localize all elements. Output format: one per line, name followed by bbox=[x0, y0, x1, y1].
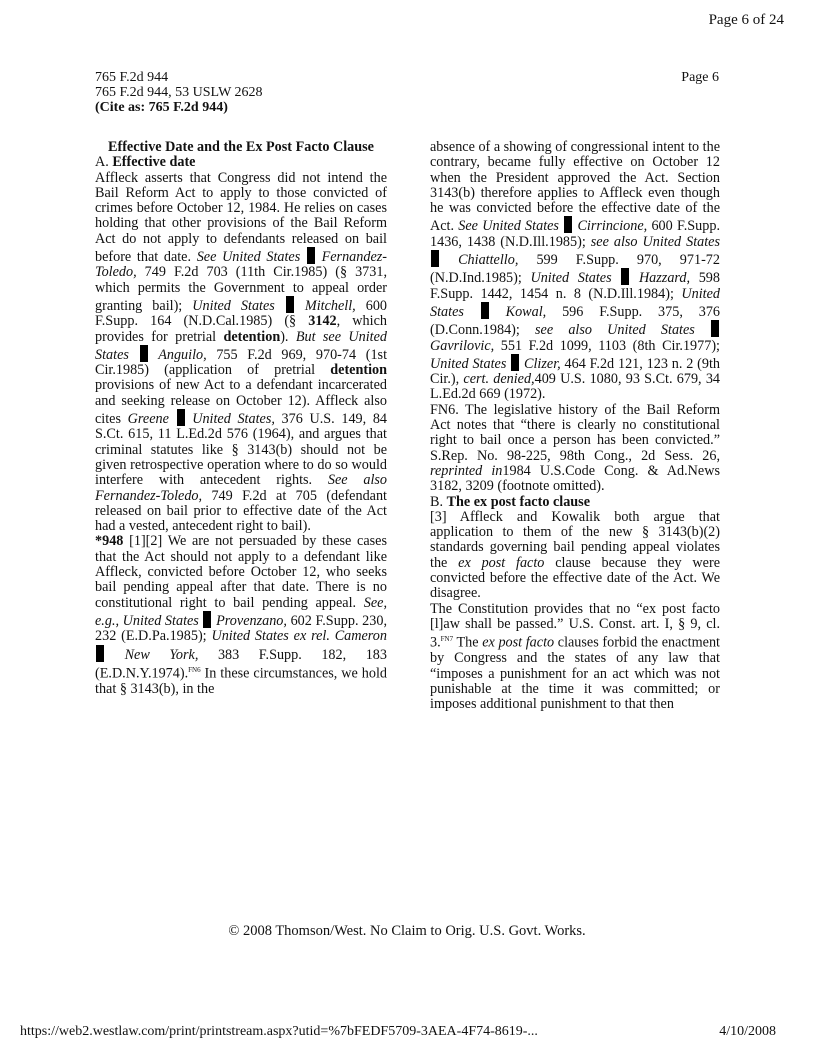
redaction-mark bbox=[711, 320, 719, 337]
case-link[interactable]: Chiattello, bbox=[458, 252, 519, 269]
left-column bbox=[95, 140, 387, 697]
case-link[interactable]: Mitchell, bbox=[304, 297, 356, 314]
redaction-mark bbox=[96, 645, 104, 662]
case-link[interactable]: Anguilo, bbox=[158, 346, 207, 363]
case-link[interactable]: United States bbox=[430, 285, 720, 320]
redaction-mark bbox=[621, 268, 629, 285]
case-link[interactable]: United States bbox=[192, 297, 275, 314]
redaction-mark bbox=[140, 345, 148, 362]
case-link[interactable]: See United States bbox=[458, 218, 559, 235]
section-heading: Effective Date and the Ex Post Facto Clause bbox=[108, 139, 374, 155]
redaction-mark bbox=[203, 611, 211, 628]
paragraph: [3] Affleck and Kowalik both argue that application to them of the new § 3143(b)(2) standards governing bail pending appeal violates the ex post facto clause because they were convicted before the effective date of the Act. We disagree. bbox=[430, 508, 720, 602]
citation-block bbox=[95, 70, 263, 115]
case-link[interactable]: Greene bbox=[127, 411, 169, 428]
right-column bbox=[430, 140, 720, 712]
case-link[interactable]: Cirrincione, bbox=[577, 218, 648, 235]
case-link[interactable]: Provenzano, bbox=[216, 612, 287, 629]
case-link[interactable]: Clizer, bbox=[524, 355, 561, 372]
term-highlight: detention bbox=[330, 362, 387, 379]
case-link[interactable]: See also Fernandez-Toledo, bbox=[95, 472, 388, 504]
statute-link[interactable]: 3142 bbox=[308, 313, 337, 330]
citation-line: 765 F.2d 944 bbox=[95, 70, 169, 85]
print-date: 4/10/2008 bbox=[719, 1024, 776, 1039]
case-link[interactable]: United States bbox=[530, 270, 612, 287]
footnote-ref[interactable]: FN6 bbox=[188, 665, 201, 674]
case-link[interactable]: cert. denied, bbox=[463, 371, 535, 388]
case-link[interactable]: Gavrilovic, bbox=[430, 337, 495, 354]
case-link[interactable]: See United States bbox=[196, 249, 301, 266]
subheading-effective-date: A. Effective date bbox=[95, 154, 196, 171]
redaction-mark bbox=[511, 354, 519, 371]
print-url: https://web2.westlaw.com/print/printstream.aspx?utid=%7bFEDF5709-3AEA-4F74-8619-... bbox=[20, 1024, 538, 1039]
redaction-mark bbox=[431, 250, 439, 267]
subheading-ex-post-facto: B. The ex post facto clause bbox=[430, 493, 590, 510]
citation-line: 765 F.2d 944, 53 USLW 2628 bbox=[95, 85, 263, 100]
page-of-indicator: Page 6 of 24 bbox=[708, 12, 784, 28]
paragraph: absence of a showing of congressional intent to the contrary, became fully effective on October 12 when the President approved the Act. Section 3143(b) therefore applies to Affleck even though he was convicted before the effective date of the Act. See United States Cirrincione, 600 F.Supp. 1436, 1438 (N.D.Ill.1985); see also United States Chiattello, 599 F.Supp. 970, 971-72 (N.D.Ind.1985); United States Hazzard, 598 F.Supp. 1442, 1454 n. 8 (N.D.Ill.1984); United States Kowal, 596 F.Supp. 375, 376 (D.Conn.1984); see also United States Gavrilovic, 551 F.2d 1099, 1103 (8th Cir.1977); United States Clizer, 464 F.2d 121, 123 n. 2 (9th Cir.), cert. denied,409 U.S. 1080, 93 S.Ct. 679, 34 L.Ed.2d 669 (1972). bbox=[430, 139, 721, 403]
footnote-ref[interactable]: FN7 bbox=[440, 635, 454, 644]
case-link[interactable]: Fernandez-Toledo, bbox=[95, 249, 387, 281]
case-link[interactable]: United States ex rel. Cameron bbox=[211, 628, 387, 645]
footnote-fn6: FN6. The legislative history of the Bail Reform Act notes that “there is clearly no constitutional right to bail once a person has been convicted.” S.Rep. No. 98-225, 98th Cong., 2d Sess. 26, reprinted in1984 U.S.Code Cong. & Ad.News 3182, 3209 (footnote omitted). bbox=[430, 401, 720, 495]
case-link[interactable]: see also United States bbox=[590, 233, 720, 250]
redaction-mark bbox=[307, 247, 315, 264]
copyright-footer: © 2008 Thomson/West. No Claim to Orig. U.S. Govt. Works. bbox=[228, 923, 586, 939]
paragraph: Affleck asserts that Congress did not intend the Bail Reform Act to apply to those convicted of crimes before October 12, 1984. He relies on cases holding that other provisions of the Bail Reform Act do not apply to defendants released on bail before that date. See United States Fernandez-Toledo, 749 F.2d 703 (11th Cir.1985) (§ 3731, which permits the Government to appeal order granting bail); United States Mitchell, 600 F.Supp. 164 (N.D.Cal.1985) (§ 3142, which provides for pretrial detention). But see United States Anguilo, 755 F.2d 969, 970-74 (1st Cir.1985) (application of pretrial detention provisions of new Act to a defendant incarcerated and seeking release on October 12). Affleck also cites Greene United States, 376 U.S. 149, 84 S.Ct. 615, 11 L.Ed.2d 576 (1964), and argues that criminal statutes like § 3143(b) should not be given retrospective operation where to do so would interfere with antecedent rights. See also Fernandez-Toledo, 749 F.2d at 705 (defendant released on bail prior to effective date of the Act had a vested, antecedent right to bail). bbox=[95, 169, 388, 535]
redaction-mark bbox=[177, 409, 185, 426]
redaction-mark bbox=[286, 296, 294, 313]
paragraph: *948 [1][2] We are not persuaded by these cases that the Act should not apply to a defendant like Affleck, convicted before October 12, who seeks bail pending appeal after that date. There is no constitutional right to bail pending appeal. See, e.g., United States Provenzano, 602 F.Supp. 230, 232 (E.D.Pa.1985); United States ex rel. Cameron New York, 383 F.Supp. 182, 183 (E.D.N.Y.1974).$^{FN6}$ In these circumstances, we hold that § 3143(b), in the bbox=[95, 533, 388, 697]
case-link[interactable]: United States bbox=[430, 355, 507, 372]
star-page: *948 bbox=[95, 533, 124, 550]
redaction-mark bbox=[481, 302, 489, 319]
page-number: Page 6 bbox=[681, 70, 719, 85]
case-link[interactable]: United States, bbox=[192, 411, 275, 428]
case-link[interactable]: New York, bbox=[124, 646, 199, 663]
paragraph: The Constitution provides that no “ex post facto [l]aw shall be passed.” U.S. Const. art. I, § 9, cl. 3.$^{FN7}$ The ex post facto clauses forbid the enactment by Congress and the states of any law that “imposes a punishment for an act which was not punishable at the time it was committed; or imposes additional punishment to that then bbox=[430, 600, 720, 713]
case-link[interactable]: See, e.g., United States bbox=[95, 594, 387, 629]
term-highlight: detention bbox=[223, 328, 281, 345]
case-link[interactable]: see also United States bbox=[535, 322, 695, 339]
cite-as-line: (Cite as: 765 F.2d 944) bbox=[95, 100, 228, 115]
case-link[interactable]: Kowal, bbox=[505, 303, 547, 320]
case-link[interactable]: But see United States bbox=[95, 328, 387, 363]
case-link[interactable]: Hazzard, bbox=[638, 270, 691, 287]
redaction-mark bbox=[564, 216, 572, 233]
